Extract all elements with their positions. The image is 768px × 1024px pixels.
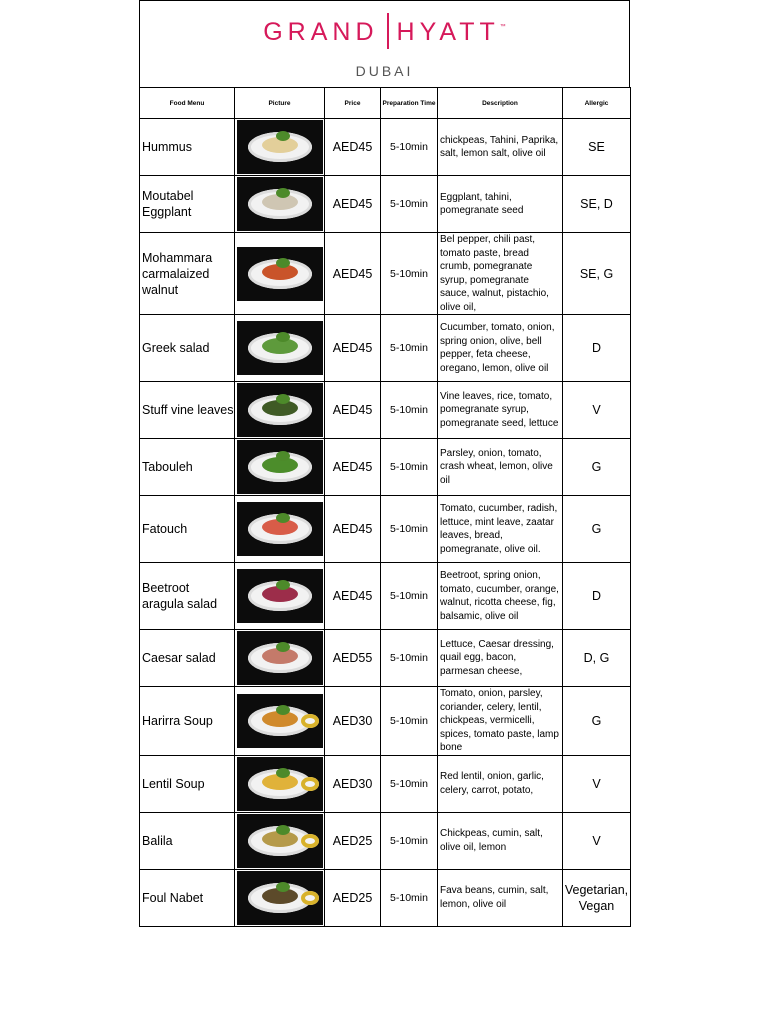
- dish-price: AED45: [325, 119, 381, 176]
- dish-picture-cell: [235, 119, 325, 176]
- dish-price: AED55: [325, 630, 381, 687]
- allergen-code: V: [563, 755, 631, 812]
- fatouch-dish-icon: [237, 502, 323, 556]
- dish-name: Moutabel Eggplant: [140, 176, 235, 233]
- garnish-shape: [276, 705, 290, 715]
- moutabel-dish-icon: [237, 177, 323, 231]
- dish-description: Lettuce, Caesar dressing, quail egg, bacon, parmesan cheese,: [438, 630, 563, 687]
- column-header-allergic: Allergic: [563, 88, 631, 119]
- garnish-shape: [276, 394, 290, 404]
- preparation-time: 5-10min: [381, 315, 438, 382]
- lentil-soup-icon: [237, 757, 323, 811]
- dish-description: Tomato, cucumber, radish, lettuce, mint leave, zaatar leaves, bread, pomegranate, olive oil.: [438, 496, 563, 563]
- brand-right-text: HYATT: [396, 18, 500, 46]
- dish-name: Caesar salad: [140, 630, 235, 687]
- preparation-time: 5-10min: [381, 233, 438, 315]
- dish-price: AED45: [325, 496, 381, 563]
- dish-description: Bel pepper, chili past, tomato paste, bread crumb, pomegranate syrup, pomegranate sauce, walnut, pistachio, olive oil,: [438, 233, 563, 315]
- column-header-price: Price: [325, 88, 381, 119]
- dish-price: AED30: [325, 687, 381, 756]
- menu-header: [139, 0, 630, 87]
- dish-description: Tomato, onion, parsley, coriander, celery, lentil, chickpeas, vermicelli, spices, tomato paste, lamp bone: [438, 687, 563, 756]
- menu-row: [140, 687, 631, 756]
- allergen-code: Vegetarian, Vegan: [563, 869, 631, 926]
- dish-picture-cell: [235, 315, 325, 382]
- dish-price: AED25: [325, 869, 381, 926]
- trademark-mark: ™: [499, 24, 506, 30]
- dish-name: Harirra Soup: [140, 687, 235, 756]
- allergen-code: G: [563, 687, 631, 756]
- dish-description: Eggplant, tahini, pomegranate seed: [438, 176, 563, 233]
- beetroot-salad-icon: [237, 569, 323, 623]
- allergen-code: V: [563, 382, 631, 439]
- dish-price: AED45: [325, 439, 381, 496]
- side-bowl-shape: [301, 777, 319, 791]
- preparation-time: 5-10min: [381, 496, 438, 563]
- dish-price: AED45: [325, 382, 381, 439]
- dish-picture-cell: [235, 630, 325, 687]
- column-header-description: Description: [438, 88, 563, 119]
- menu-row: [140, 315, 631, 382]
- logo-divider: [387, 13, 389, 49]
- menu-row: [140, 233, 631, 315]
- dish-picture-cell: [235, 687, 325, 756]
- menu-row: [140, 869, 631, 926]
- preparation-time: 5-10min: [381, 869, 438, 926]
- menu-table: [139, 87, 631, 927]
- preparation-time: 5-10min: [381, 382, 438, 439]
- garnish-shape: [276, 258, 290, 268]
- menu-row: [140, 812, 631, 869]
- dish-name: Balila: [140, 812, 235, 869]
- dish-name: Beetroot aragula salad: [140, 563, 235, 630]
- vine-leaves-dish-icon: [237, 383, 323, 437]
- menu-row: [140, 439, 631, 496]
- preparation-time: 5-10min: [381, 755, 438, 812]
- dish-name: Fatouch: [140, 496, 235, 563]
- dish-description: Cucumber, tomato, onion, spring onion, olive, bell pepper, feta cheese, oregano, lemon, olive oil: [438, 315, 563, 382]
- dish-picture-cell: [235, 233, 325, 315]
- dish-picture-cell: [235, 439, 325, 496]
- allergen-code: SE: [563, 119, 631, 176]
- caesar-salad-icon: [237, 631, 323, 685]
- dish-description: Fava beans, cumin, salt, lemon, olive oil: [438, 869, 563, 926]
- dish-description: Beetroot, spring onion, tomato, cucumber, orange, walnut, ricotta cheese, fig, balsamic, olive oil: [438, 563, 563, 630]
- garnish-shape: [276, 768, 290, 778]
- mohammara-dish-icon: [237, 247, 323, 301]
- city-label: DUBAI: [355, 63, 414, 79]
- menu-row: [140, 755, 631, 812]
- dish-picture-cell: [235, 563, 325, 630]
- garnish-shape: [276, 451, 290, 461]
- dish-price: AED30: [325, 755, 381, 812]
- preparation-time: 5-10min: [381, 119, 438, 176]
- garnish-shape: [276, 580, 290, 590]
- menu-row: [140, 119, 631, 176]
- allergen-code: D: [563, 315, 631, 382]
- dish-name: Mohammara carmalaized walnut: [140, 233, 235, 315]
- preparation-time: 5-10min: [381, 630, 438, 687]
- dish-picture-cell: [235, 812, 325, 869]
- allergen-code: G: [563, 439, 631, 496]
- greek-salad-icon: [237, 321, 323, 375]
- menu-row: [140, 382, 631, 439]
- dish-name: Foul Nabet: [140, 869, 235, 926]
- dish-description: chickpeas, Tahini, Paprika, salt, lemon salt, olive oil: [438, 119, 563, 176]
- garnish-shape: [276, 188, 290, 198]
- column-header-preparation-time: Preparation Time: [381, 88, 438, 119]
- preparation-time: 5-10min: [381, 563, 438, 630]
- side-bowl-shape: [301, 891, 319, 905]
- balila-dish-icon: [237, 814, 323, 868]
- allergen-code: V: [563, 812, 631, 869]
- preparation-time: 5-10min: [381, 439, 438, 496]
- tabouleh-dish-icon: [237, 440, 323, 494]
- table-header-row: [140, 88, 631, 119]
- preparation-time: 5-10min: [381, 812, 438, 869]
- allergen-code: SE, G: [563, 233, 631, 315]
- dish-description: Parsley, onion, tomato, crash wheat, lemon, olive oil: [438, 439, 563, 496]
- menu-sheet: [139, 0, 630, 927]
- dish-picture-cell: [235, 176, 325, 233]
- brand-left-text: GRAND: [263, 18, 379, 46]
- garnish-shape: [276, 642, 290, 652]
- garnish-shape: [276, 131, 290, 141]
- menu-row: [140, 630, 631, 687]
- garnish-shape: [276, 513, 290, 523]
- allergen-code: G: [563, 496, 631, 563]
- preparation-time: 5-10min: [381, 687, 438, 756]
- dish-price: AED25: [325, 812, 381, 869]
- dish-name: Greek salad: [140, 315, 235, 382]
- foul-nabet-dish-icon: [237, 871, 323, 925]
- column-header-picture: Picture: [235, 88, 325, 119]
- menu-row: [140, 496, 631, 563]
- side-bowl-shape: [301, 834, 319, 848]
- dish-picture-cell: [235, 755, 325, 812]
- harira-soup-icon: [237, 694, 323, 748]
- dish-name: Hummus: [140, 119, 235, 176]
- garnish-shape: [276, 825, 290, 835]
- allergen-code: D: [563, 563, 631, 630]
- dish-description: Vine leaves, rice, tomato, pomegranate syrup, pomegranate seed, lettuce: [438, 382, 563, 439]
- preparation-time: 5-10min: [381, 176, 438, 233]
- allergen-code: D, G: [563, 630, 631, 687]
- garnish-shape: [276, 332, 290, 342]
- side-bowl-shape: [301, 714, 319, 728]
- dish-picture-cell: [235, 496, 325, 563]
- dish-name: Tabouleh: [140, 439, 235, 496]
- dish-description: Red lentil, onion, garlic, celery, carrot, potato,: [438, 755, 563, 812]
- dish-picture-cell: [235, 869, 325, 926]
- dish-picture-cell: [235, 382, 325, 439]
- grand-hyatt-logo: [140, 13, 629, 49]
- dish-price: AED45: [325, 563, 381, 630]
- dish-name: Stuff vine leaves: [140, 382, 235, 439]
- dish-description: Chickpeas, cumin, salt, olive oil, lemon: [438, 812, 563, 869]
- column-header-food-menu: Food Menu: [140, 88, 235, 119]
- allergen-code: SE, D: [563, 176, 631, 233]
- menu-row: [140, 563, 631, 630]
- garnish-shape: [276, 882, 290, 892]
- dish-name: Lentil Soup: [140, 755, 235, 812]
- dish-price: AED45: [325, 233, 381, 315]
- dish-price: AED45: [325, 176, 381, 233]
- hummus-dish-icon: [237, 120, 323, 174]
- dish-price: AED45: [325, 315, 381, 382]
- menu-row: [140, 176, 631, 233]
